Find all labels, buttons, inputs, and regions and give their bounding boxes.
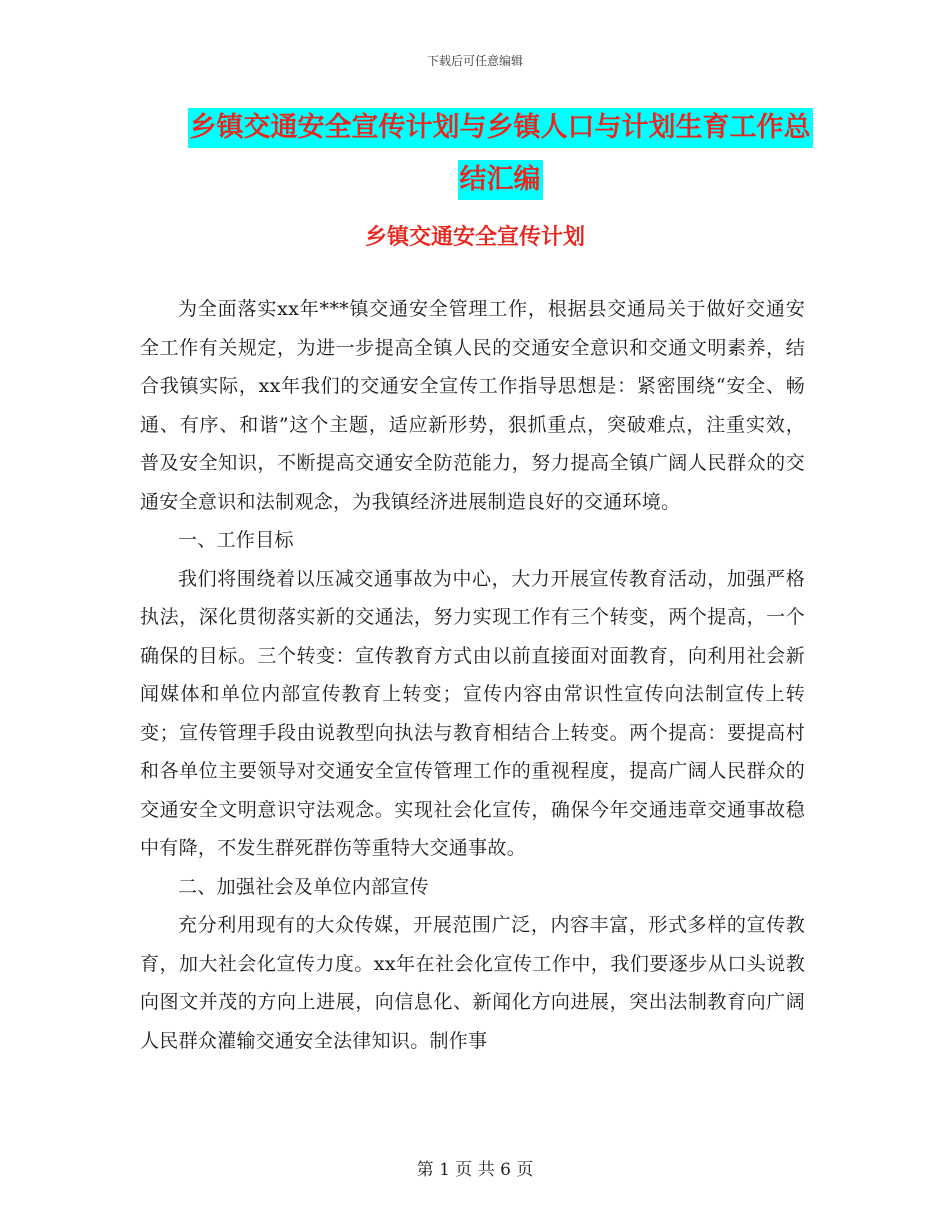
paragraph-goals: 我们将围绕着以压减交通事故为中心，大力开展宣传教育活动，加强严格执法，深化贯彻落实新的交通法，努力实现工作有三个转变，两个提高，一个确保的目标。三个转变：宣传教育方式由以前直接面对面教育，向利用社会新闻媒体和单位内部宣传教育上转变；宣传内容由常识性宣传向法制宣传上转变；宣传管理手段由说教型向执法与教育相结合上转变。两个提高：要提高村和各单位主要领导对交通安全宣传管理工作的重视程度，提高广阔人民群众的交通安全文明意识守法观念。实现社会化宣传，确保今年交通违章交通事故稳中有降，不发生群死群伤等重特大交通事故。: [140, 567, 805, 859]
body-text: [140, 290, 805, 1060]
page-footer: 第 1 页 共 6 页: [416, 1160, 534, 1180]
heading-work-goals: 一、工作目标: [178, 529, 294, 551]
title-line-1: 乡镇交通安全宣传计划与乡镇人口与计划生育工作总: [188, 108, 813, 148]
heading-publicity: 二、加强社会及单位内部宣传: [178, 875, 429, 898]
title-line-2: 结汇编: [458, 160, 543, 200]
section-title: 乡镇交通安全宣传计划: [364, 225, 585, 250]
header-note: 下载后可任意编辑: [426, 54, 523, 68]
document-title: [120, 108, 880, 212]
paragraph-intro: 为全面落实xx年***镇交通安全管理工作，根据县交通局关于做好交通安全工作有关规定，为进一步提高全镇人民的交通安全意识和交通文明素养，结合我镇实际，xx年我们的交通安全宣传工作指导思想是：紧密围绕“安全、畅通、有序、和谐”这个主题，适应新形势，狠抓重点，突破难点，注重实效，普及安全知识，不断提高交通安全防范能力，努力提高全镇广阔人民群众的交通安全意识和法制观念，为我镇经济进展制造良好的交通环境。: [140, 298, 805, 513]
paragraph-publicity: 充分利用现有的大众传媒，开展范围广泛，内容丰富，形式多样的宣传教育，加大社会化宣传力度。xx年在社会化宣传工作中，我们要逐步从口头说教向图文并茂的方向上进展，向信息化、新闻化方向进展，突出法制教育向广阔人民群众灌输交通安全法律知识。制作事: [140, 914, 805, 1052]
